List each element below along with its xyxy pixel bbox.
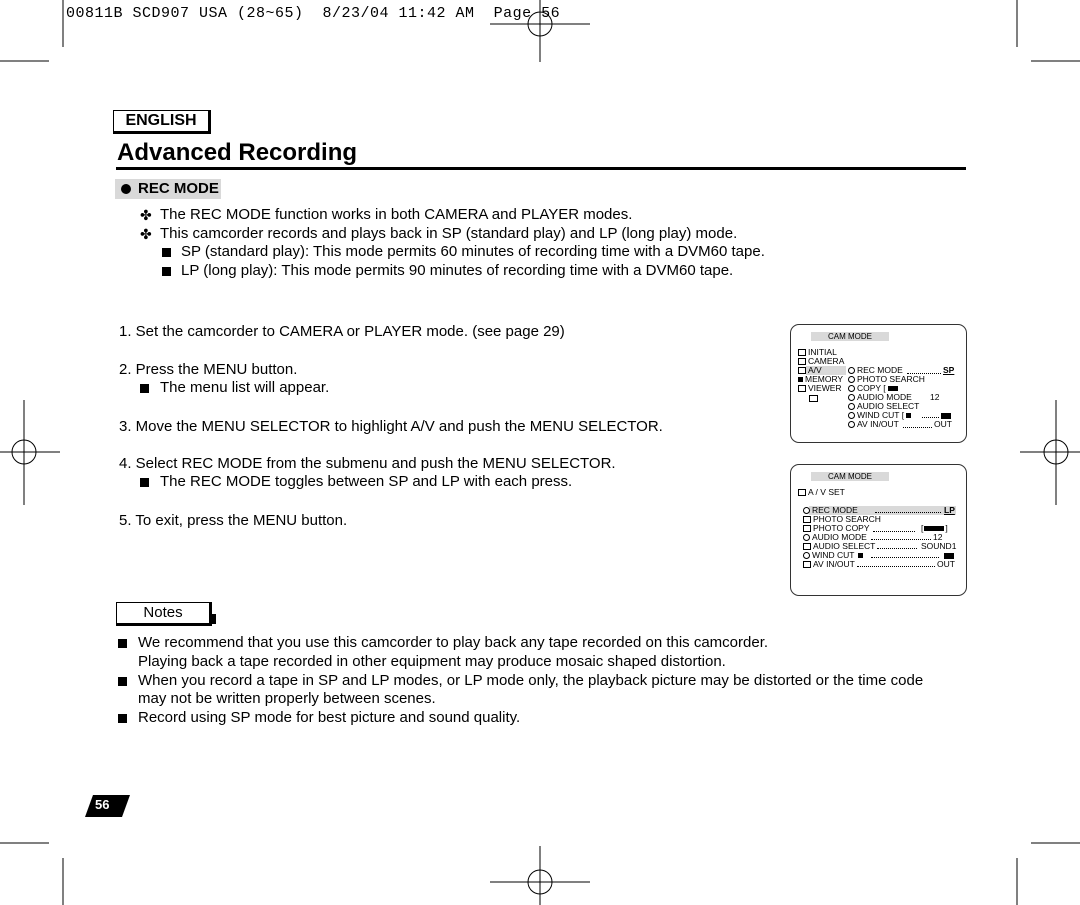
cross-bullet-icon: ✤ — [140, 207, 152, 223]
step-2-sub: The menu list will appear. — [160, 379, 330, 396]
item-av-in-out: AV IN/OUT — [803, 560, 855, 569]
step-4-sub: The REC MODE toggles between SP and LP with each press. — [160, 473, 573, 490]
notes-badge: Notes — [116, 602, 212, 626]
tape-icon — [809, 394, 820, 403]
photo-copy-value: [ ] — [921, 523, 948, 533]
square-bullet-icon — [118, 714, 127, 723]
step-3: 3. Move the MENU SELECTOR to highlight A/V and push the MENU SELECTOR. — [119, 418, 663, 435]
av-in-out-value: OUT — [934, 419, 952, 429]
menu-path: A / V SET — [798, 488, 845, 497]
intro-line: This camcorder records and plays back in SP (standard play) and LP (long play) mode. — [160, 225, 738, 242]
submenu-audio-select: AUDIO SELECT — [848, 402, 919, 411]
folder-icon — [798, 349, 806, 356]
square-bullet-icon — [140, 478, 149, 487]
menu-item-initial: INITIAL — [798, 348, 837, 357]
folder-icon — [798, 489, 806, 496]
page-number-badge — [85, 795, 130, 817]
radio-icon — [848, 376, 855, 383]
tape-to-card-icon — [924, 526, 944, 531]
note-3: Record using SP mode for best picture and sound quality. — [138, 709, 521, 726]
submenu-wind-cut: WIND CUT [ — [848, 411, 913, 420]
item-wind-cut: WIND CUT — [803, 551, 865, 560]
item-rec-mode: REC MODE — [803, 506, 858, 515]
step-4: 4. Select REC MODE from the submenu and push the MENU SELECTOR. — [119, 455, 616, 472]
sub-bullet: SP (standard play): This mode permits 60 minutes of recording time with a DVM60 tape. — [181, 243, 765, 260]
submenu-rec-mode: REC MODE — [848, 366, 903, 375]
notes-rule — [210, 614, 216, 624]
folder-icon — [803, 525, 811, 532]
section-title: REC MODE — [138, 180, 219, 197]
folder-icon — [803, 516, 811, 523]
square-bullet-icon — [162, 267, 171, 276]
step-5: 5. To exit, press the MENU button. — [119, 512, 348, 529]
submenu-photo-search: PHOTO SEARCH — [848, 375, 925, 384]
av-in-out-value: OUT — [937, 559, 955, 569]
wind-icon — [906, 413, 911, 418]
title-rule — [116, 167, 966, 170]
dot-leader — [875, 512, 941, 513]
audio-mode-value: 12 — [933, 532, 943, 542]
screen-mode-label: CAM MODE — [811, 472, 889, 481]
radio-icon — [848, 412, 855, 419]
section-bullet-icon — [121, 184, 131, 194]
menu-item-av: A/V — [798, 366, 822, 375]
note-2-line-1: When you record a tape in SP and LP modes, or LP mode only, the playback picture may be distorted or the time code — [138, 672, 924, 689]
memory-icon — [798, 377, 803, 382]
folder-icon — [798, 385, 806, 392]
print-header: 00811B SCD907 USA (28~65) 8/23/04 11:42 AM Page 56 — [66, 5, 561, 22]
item-audio-mode: AUDIO MODE — [803, 533, 867, 542]
language-badge: ENGLISH — [113, 110, 211, 134]
menu-item-viewer: VIEWER — [798, 384, 842, 393]
square-bullet-icon — [118, 677, 127, 686]
folder-icon — [803, 561, 811, 568]
step-1: 1. Set the camcorder to CAMERA or PLAYER mode. (see page 29) — [119, 323, 565, 340]
radio-icon — [848, 385, 855, 392]
radio-icon — [848, 394, 855, 401]
menu-item-camera: CAMERA — [798, 357, 844, 366]
dot-leader — [857, 566, 935, 567]
step-2: 2. Press the MENU button. — [119, 361, 298, 378]
screen-mode-label: CAM MODE — [811, 332, 889, 341]
folder-icon — [798, 358, 806, 365]
radio-icon — [848, 403, 855, 410]
radio-icon — [848, 367, 855, 374]
dot-leader — [871, 557, 939, 558]
radio-icon — [803, 534, 810, 541]
folder-icon — [803, 543, 811, 550]
page-title: Advanced Recording — [117, 139, 358, 166]
menu-item-memory: MEMORY — [798, 375, 843, 384]
note-1-line-2: Playing back a tape recorded in other equipment may produce mosaic shaped distortion. — [138, 653, 726, 670]
radio-icon — [803, 552, 810, 559]
dot-leader — [877, 548, 917, 549]
sub-bullet: LP (long play): This mode permits 90 minutes of recording time with a DVM60 tape. — [181, 262, 734, 279]
audio-mode-value: 12 — [930, 392, 940, 402]
note-1-line-1: We recommend that you use this camcorder to play back any tape recorded on this camcorder. — [138, 634, 769, 651]
dot-leader — [903, 427, 932, 428]
page-number: 56 — [95, 797, 110, 812]
cross-bullet-icon: ✤ — [140, 226, 152, 242]
note-2-line-2: may not be written properly between scenes. — [138, 690, 436, 707]
dot-leader — [873, 531, 915, 532]
submenu-av-in-out: AV IN/OUT — [848, 420, 899, 429]
submenu-audio-mode: AUDIO MODE — [848, 393, 912, 402]
intro-line: The REC MODE function works in both CAMERA and PLAYER modes. — [160, 206, 633, 223]
item-photo-search: PHOTO SEARCH — [803, 515, 881, 524]
square-bullet-icon — [140, 384, 149, 393]
rec-mode-value: LP — [944, 505, 955, 515]
dot-leader — [871, 539, 931, 540]
audio-select-value: SOUND1 — [921, 541, 957, 551]
square-bullet-icon — [162, 248, 171, 257]
radio-icon — [803, 507, 810, 514]
submenu-copy: COPY [ — [848, 384, 900, 393]
item-photo-copy: PHOTO COPY — [803, 524, 870, 533]
dot-leader — [922, 417, 939, 418]
rec-mode-value: SP — [943, 365, 955, 375]
tape-to-card-icon — [888, 386, 898, 391]
menu-screen-2 — [790, 464, 967, 596]
menu-screen-1 — [790, 324, 967, 443]
wind-icon — [858, 553, 863, 558]
square-bullet-icon — [118, 639, 127, 648]
radio-icon — [848, 421, 855, 428]
item-audio-select: AUDIO SELECT — [803, 542, 875, 551]
